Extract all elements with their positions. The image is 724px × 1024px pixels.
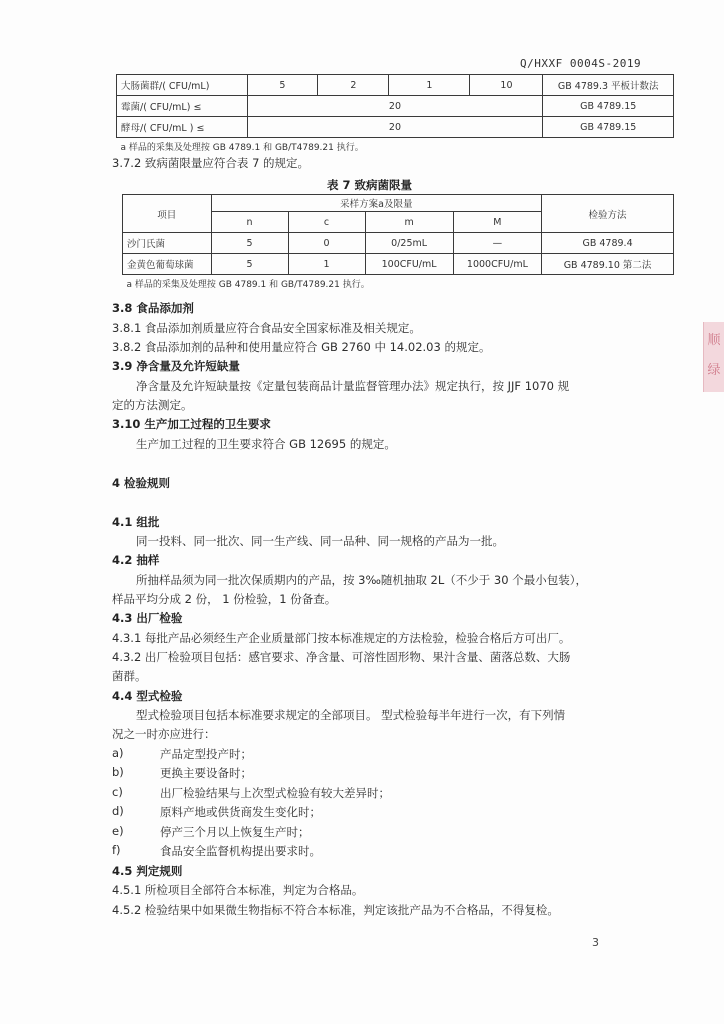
table-cell: 20	[247, 96, 543, 117]
table-header-item: 项目	[123, 195, 212, 233]
list-item-label: f)	[112, 843, 121, 857]
list-item-label: d)	[112, 804, 124, 818]
table-cell-item: 霉菌/( CFU/mL) ≤	[117, 96, 248, 117]
table-cell-method: GB 4789.10 第二法	[542, 254, 674, 275]
list-item-text: 出厂检验结果与上次型式检验有较大差异时；	[160, 786, 390, 800]
table-6-continuation	[116, 74, 674, 154]
table-cell-method: GB 4789.15	[543, 117, 674, 138]
table-cell: 0/25mL	[365, 233, 453, 254]
table-row	[117, 96, 674, 117]
document-number: Q/HXXF 0004S-2019	[520, 57, 642, 70]
list-item-label: a)	[112, 746, 124, 760]
table-row	[123, 254, 674, 275]
table-cell: 10	[470, 75, 543, 96]
table-cell-method: GB 4789.4	[542, 233, 674, 254]
clause-3-8-2: 3.8.2 食品添加剂的品种和使用量应符合 GB 2760 中 14.02.03 的规定。	[112, 340, 491, 354]
table-7	[122, 194, 674, 291]
list-item-text: 原料产地或供货商发生变化时；	[160, 805, 321, 819]
table-cell: 1000CFU/mL	[453, 254, 541, 275]
table-cell-item: 沙门氏菌	[123, 233, 212, 254]
table-footnote: a 样品的采集及处理按 GB 4789.1 和 GB/T4789.21 执行。	[117, 138, 674, 155]
table-cell: 1	[288, 254, 365, 275]
clause-4-5-1: 4.5.1 所检项目全部符合本标准，判定为合格品。	[112, 883, 364, 897]
section-3-9-title: 3.9 净含量及允许短缺量	[112, 359, 240, 373]
section-4-4-text-line1: 型式检验项目包括本标准要求规定的全部项目。 型式检验每半年进行一次，有下列情	[136, 708, 566, 722]
section-4-1-text: 同一投料、同一批次、同一生产线、同一品种、同一规格的产品为一批。	[136, 534, 504, 548]
table-cell-method: GB 4789.15	[543, 96, 674, 117]
clause-4-3-2-line1: 4.3.2 出厂检验项目包括：感官要求、净含量、可溶性固形物、果汁含量、菌落总数、大肠	[112, 650, 571, 664]
table-header-plan: 采样方案a及限量	[211, 195, 542, 212]
table-cell: —	[453, 233, 541, 254]
table-row	[123, 233, 674, 254]
table-row	[117, 75, 674, 96]
table-footnote: a 样品的采集及处理按 GB 4789.1 和 GB/T4789.21 执行。	[123, 275, 674, 292]
table-header-row	[123, 195, 674, 212]
section-4-4-text-line2: 况之一时亦应进行：	[112, 727, 216, 741]
clause-4-3-2-line2: 菌群。	[112, 669, 147, 683]
table-cell: 20	[247, 117, 543, 138]
list-item-text: 停产三个月以上恢复生产时；	[160, 825, 310, 839]
section-3-8-title: 3.8 食品添加剂	[112, 301, 194, 315]
section-3-9-text-line1: 净含量及允许短缺量按《定量包装商品计量监督管理办法》规定执行，按 JJF 1070 规	[136, 379, 570, 393]
section-4-2-text-line2: 样品平均分成 2 份， 1 份检验，1 份备查。	[112, 592, 337, 606]
table-cell-item: 大肠菌群/( CFU/mL)	[117, 75, 248, 96]
stamp-char: 绿	[707, 363, 721, 378]
section-4-3-title: 4.3 出厂检验	[112, 611, 183, 625]
table-subheader: c	[288, 212, 365, 233]
section-4-5-title: 4.5 判定规则	[112, 864, 183, 878]
table-cell: 5	[247, 75, 318, 96]
table-cell: 5	[211, 233, 288, 254]
table-cell-method: GB 4789.3 平板计数法	[543, 75, 674, 96]
section-4-2-title: 4.2 抽样	[112, 553, 160, 567]
section-4-4-title: 4.4 型式检验	[112, 689, 183, 703]
page-number: 3	[592, 936, 599, 949]
section-4-1-title: 4.1 组批	[112, 515, 160, 529]
table-cell: 2	[318, 75, 389, 96]
list-item-text: 食品安全监督机构提出要求时。	[160, 844, 321, 858]
clause-3-7-2: 3.7.2 致病菌限量应符合表 7 的规定。	[112, 156, 310, 170]
section-4-title: 4 检验规则	[112, 476, 171, 490]
section-3-10-text: 生产加工过程的卫生要求符合 GB 12695 的规定。	[136, 437, 396, 451]
stamp-edge	[703, 322, 724, 392]
table-7-caption: 表 7 致病菌限量	[327, 178, 413, 192]
table-row	[117, 117, 674, 138]
table-subheader: m	[365, 212, 453, 233]
table-cell: 0	[288, 233, 365, 254]
table-cell: 1	[389, 75, 470, 96]
section-3-9-text-line2: 定的方法测定。	[112, 398, 193, 412]
table-subheader: n	[211, 212, 288, 233]
table-cell-item: 金黄色葡萄球菌	[123, 254, 212, 275]
section-4-2-text-line1: 所抽样品须为同一批次保质期内的产品，按 3‰随机抽取 2L（不少于 30 个最小包装），	[136, 573, 587, 587]
list-item-label: c)	[112, 785, 123, 799]
clause-4-3-1: 4.3.1 每批产品必须经生产企业质量部门按本标准规定的方法检验，检验合格后方可出厂。	[112, 631, 571, 645]
list-item-text: 产品定型投产时；	[160, 747, 252, 761]
table-cell: 100CFU/mL	[365, 254, 453, 275]
list-item-text: 更换主要设备时；	[160, 766, 252, 780]
section-3-10-title: 3.10 生产加工过程的卫生要求	[112, 417, 271, 431]
clause-4-5-2: 4.5.2 检验结果中如果微生物指标不符合本标准，判定该批产品为不合格品，不得复检。	[112, 903, 559, 917]
table-subheader: M	[453, 212, 541, 233]
list-item-label: e)	[112, 824, 124, 838]
table-header-method: 检验方法	[542, 195, 674, 233]
stamp-char: 顺	[707, 333, 721, 348]
table-cell-item: 酵母/( CFU/mL ) ≤	[117, 117, 248, 138]
list-item-label: b)	[112, 765, 124, 779]
table-cell: 5	[211, 254, 288, 275]
clause-3-8-1: 3.8.1 食品添加剂质量应符合食品安全国家标准及相关规定。	[112, 321, 421, 335]
